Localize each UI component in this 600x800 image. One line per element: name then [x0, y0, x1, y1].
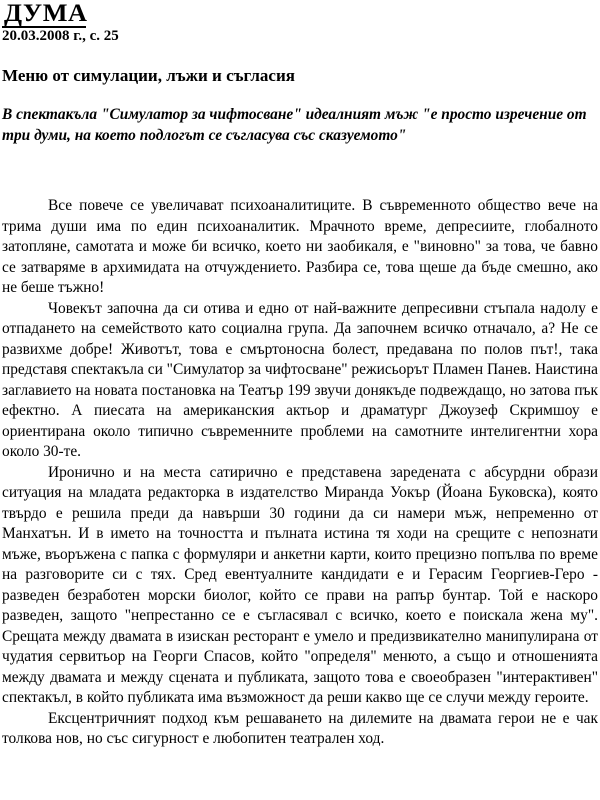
newspaper-masthead — [2, 1, 86, 28]
article-lead: В спектакъла "Симулатор за чифтосване" идеалният мъж "е просто изречение от три думи, на което подлогът се съгласува със сказуемото" — [2, 106, 587, 144]
body-paragraph: Иронично и на места сатирично е представена заредената с абсурдни образи ситуация на младата редакторка в издателство Миранда Уокър (Йоана Буковска), която твърдо е решила преди да навърши 30 години да си намери мъж, непременно от Манхатън. И в името на точността и пълната истина тя ходи на срещите с непознати мъже, въоръжена с папка с формуляри и анкетни карти, които прецизно попълва по време на разговорите си с тях. Сред евентуалните кандидати е и Герасим Георгиев-Геро - разведен безработен морски биолог, който се прави на рапър бунтар. Той е наскоро разведен, защото "непрестанно се е съгласявал с всичко, което е поискала жена му". Срещата между двамата в изискан ресторант е умело и предизвикателно манипулирана от чудатия сервитьор на Георги Спасов, който "определя" менюто, а също и отношенията между двамата и между сцената и публиката, защото това е своеобразен "интерактивен" спектакъл, в който публиката има възможност да реши какво ще се случи между героите. — [2, 463, 598, 706]
body-paragraph: Все повече се увеличават психоаналитиците. В съвременното общество вече на трима души има по един психоаналитик. Мрачното време, депресиите, глобалното затопляне, самотата и може би всичко, което ни заобикаля, е "виновно" за това, че бавно се затваряме в архимидата на отчуждението. Разбира се, това щеше да бъде смешно, ако не беше тъжно! — [2, 197, 598, 296]
dateline: 20.03.2008 г., с. 25 — [2, 28, 119, 44]
article-headline: Меню от симулации, лъжи и съгласия — [2, 66, 295, 85]
body-paragraph: Човекът започна да си отива и едно от най-важните депресивни стъпала надолу е отпадането на семейството като социална група. Да започнем всичко отначало, а? Не се развихме добре! Животът, това е смъртоносна болест, предавана по полов път!, така представя спектакъла си "Симулатор за чифтосване" режисьорът Пламен Панев. Наистина заглавието на новата постановка на Театър 199 звучи донякъде подвеждащо, но затова пък ефектно. А пиесата на американския актьор и драматург Джоузеф Скримшоу е ориентирана около типично съвременните проблеми на самотните интелигентни хора около 30-те. — [2, 299, 598, 460]
article-body — [2, 196, 598, 750]
masthead-title: ДУМА — [4, 0, 88, 27]
body-paragraph: Ексцентричният подход към решаването на дилемите на двамата герои не е чак толкова нов, но със сигурност е любопитен театрален ход. — [2, 709, 598, 747]
